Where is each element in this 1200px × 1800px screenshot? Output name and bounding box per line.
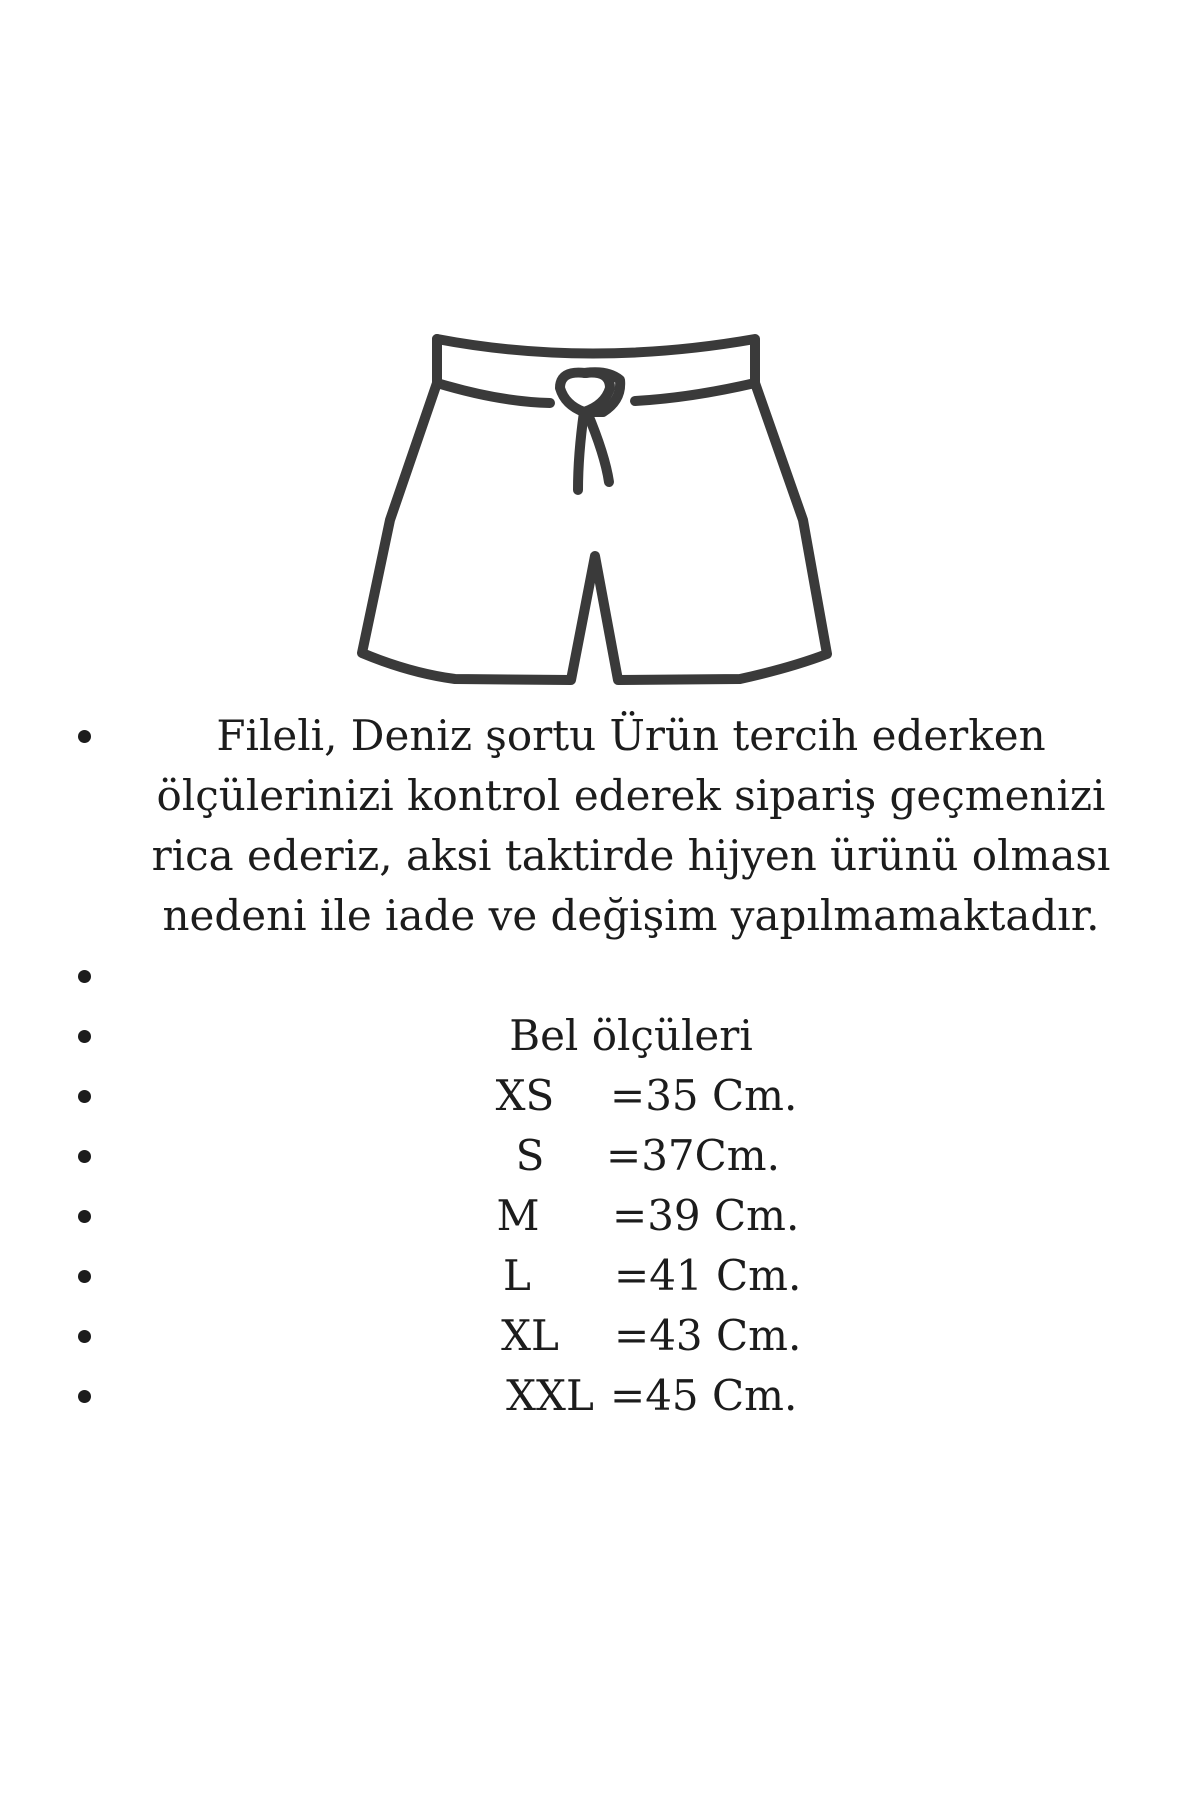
size-label: XS xyxy=(495,1071,555,1120)
list-bullet xyxy=(78,1030,91,1043)
size-value: =45 Cm. xyxy=(610,1371,798,1420)
product-note-line: ölçülerinizi kontrol ederek sipariş geçmenizi xyxy=(156,771,1106,820)
size-label: S xyxy=(515,1131,545,1180)
size-value: =37Cm. xyxy=(606,1131,780,1180)
size-label: XXL xyxy=(506,1371,594,1420)
size-label: M xyxy=(496,1191,540,1240)
list-bullet xyxy=(78,730,91,743)
size-label: L xyxy=(503,1251,531,1300)
list-bullet xyxy=(78,1090,91,1103)
list-bullet xyxy=(78,1150,91,1163)
waist-heading: Bel ölçüleri xyxy=(509,1011,753,1060)
product-note-line: nedeni ile iade ve değişim yapılmamaktadır. xyxy=(162,891,1100,940)
product-note-line: rica ederiz, aksi taktirde hijyen ürünü olması xyxy=(151,831,1111,880)
size-value: =43 Cm. xyxy=(614,1311,802,1360)
size-label: XL xyxy=(501,1311,559,1360)
list-bullet xyxy=(78,1210,91,1223)
size-value: =41 Cm. xyxy=(614,1251,802,1300)
list-bullet xyxy=(78,1390,91,1403)
size-value: =35 Cm. xyxy=(610,1071,798,1120)
product-note-line: Fileli, Deniz şortu Ürün tercih ederken xyxy=(216,711,1046,760)
size-value: =39 Cm. xyxy=(612,1191,800,1240)
list-bullet xyxy=(78,970,91,983)
list-bullet xyxy=(78,1270,91,1283)
list-bullet xyxy=(78,1330,91,1343)
